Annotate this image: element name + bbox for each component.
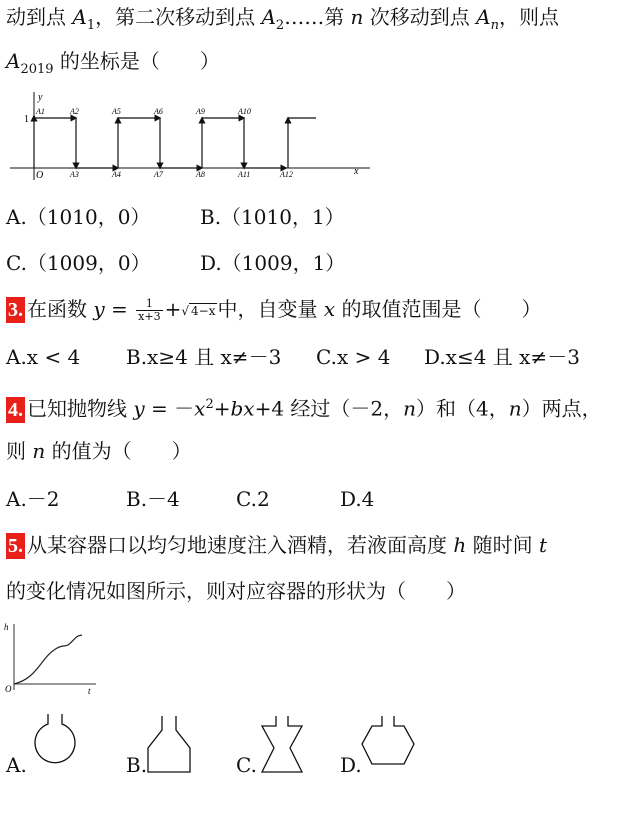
q5-option-a: A. <box>6 753 27 777</box>
origin-label: O <box>36 170 44 180</box>
q3-option-d: D.x≤4 且 x≠－3 <box>424 345 580 369</box>
q3-stem: 3. 在函数 y = $\frac{1}{x+3}$ +√ 4−x 中，自变量 x 的取值范围是（ ） <box>8 297 542 323</box>
q4-option-b: B.－4 <box>126 487 180 511</box>
y-one-label: 1 <box>24 114 29 125</box>
q4-option-a: A.－2 <box>6 487 60 511</box>
q3-number-badge: 3. <box>8 299 23 321</box>
q4-option-c: C.2 <box>236 487 270 511</box>
option-a-prev: A.（1010，0） <box>6 205 151 229</box>
q3-option-b: B.x≥4 且 x≠－3 <box>126 345 282 369</box>
option-d-prev: D.（1009，1） <box>200 251 346 275</box>
q4-number-badge: 4. <box>8 398 23 421</box>
label-A11: A11 <box>238 170 251 179</box>
x-axis-label: x <box>354 166 359 177</box>
q5-number-badge: 5. <box>8 535 23 557</box>
label-A7: A7 <box>154 170 163 179</box>
q3-sqrt: √ 4−x <box>181 303 216 318</box>
y-axis-label: y <box>38 92 43 103</box>
label-A6: A6 <box>154 107 163 116</box>
step-path-figure <box>0 88 380 180</box>
height-time-graph <box>2 620 102 696</box>
q5-stem-line2: 的变化情况如图所示，则对应容器的形状为（ ） <box>6 579 466 603</box>
h-axis-label: h <box>4 622 9 632</box>
label-A10: A10 <box>238 107 251 116</box>
q4-stem-line2: $A_{2019}$ 的坐标是（ ） <box>6 49 220 77</box>
h-t-curve <box>14 635 82 684</box>
q4-option-d: D.4 <box>340 487 375 511</box>
label-A3: A3 <box>70 170 79 179</box>
q5-option-c: C. <box>236 753 257 777</box>
container-a-shape <box>30 710 80 774</box>
option-c-prev: C.（1009，0） <box>6 251 151 275</box>
container-b-shape <box>140 712 200 776</box>
label-A2: A2 <box>70 107 79 116</box>
label-A5: A5 <box>112 107 121 116</box>
q5-stem: 5. 从某容器口以均匀地速度注入酒精，若液面高度 h 随时间 t <box>8 533 548 557</box>
q4-stem-line2b: 则 n 的值为（ ） <box>6 439 192 463</box>
t-axis-label: t <box>88 686 91 696</box>
label-A1: A1 <box>36 107 45 116</box>
q4-stem-line1: 动到点 $A_1$，第二次移动到点 $A_2\dots\dots$第 n 次移动到点 $A_n$，则点 <box>6 5 559 33</box>
graph-origin-label: O <box>5 684 12 694</box>
label-A9: A9 <box>196 107 205 116</box>
label-A12: A12 <box>280 170 293 179</box>
q3-option-c: C.x > 4 <box>316 345 391 369</box>
q3-fraction: $\frac{1}{x+3}$ <box>138 297 161 323</box>
q3-option-a: A.x < 4 <box>6 345 81 369</box>
label-A4: A4 <box>112 170 121 179</box>
option-b-prev: B.（1010，1） <box>200 205 345 229</box>
label-A8: A8 <box>196 170 205 179</box>
container-c-shape <box>254 712 310 776</box>
q5-option-b: B. <box>126 753 148 777</box>
q4-stem: 4. 已知抛物线 $y = -x^2+bx+4$ 经过（－2，n）和（4，n）两点， <box>8 396 602 421</box>
q5-option-d: D. <box>340 753 362 777</box>
container-d-shape <box>358 712 418 776</box>
step-path <box>34 118 316 168</box>
